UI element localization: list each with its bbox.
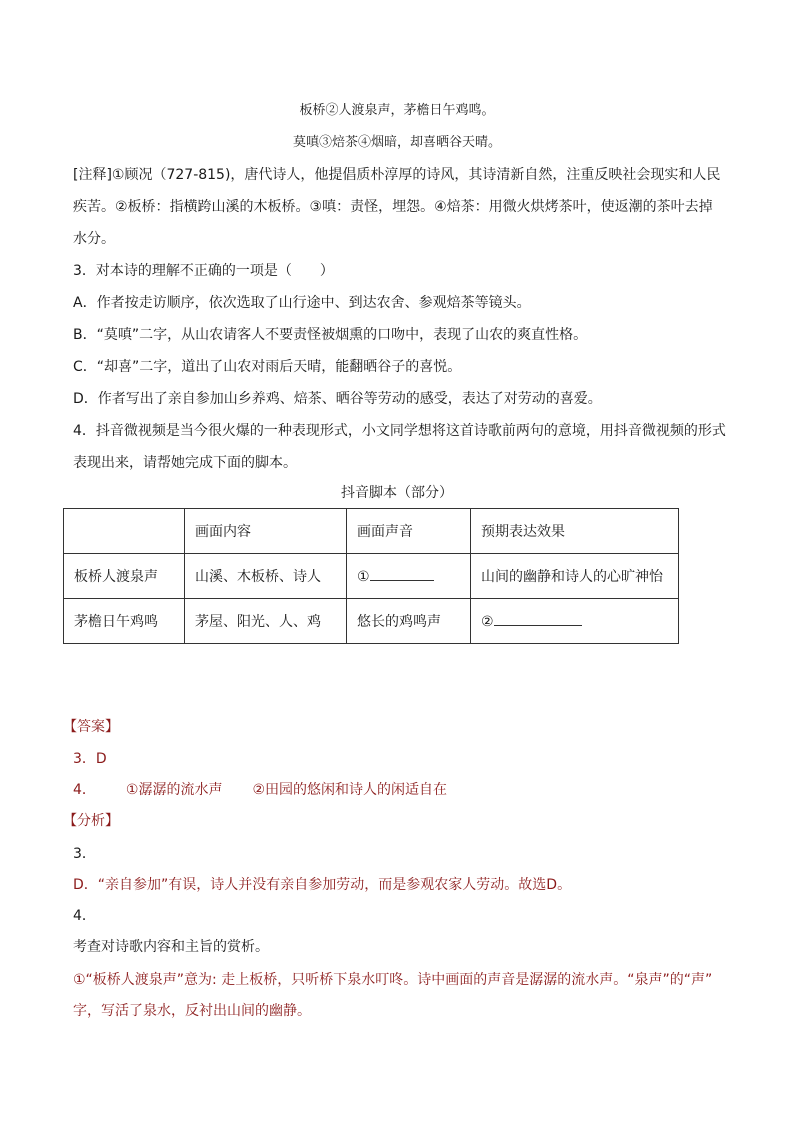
analysis-4-para-2: 字，写活了泉水，反衬出山间的幽静。 xyxy=(73,1003,311,1019)
question-3-option-c: C．“却喜”二字，道出了山农对雨后天晴，能翻晒谷子的喜悦。 xyxy=(73,359,462,375)
answer-4-part-2: ②田园的悠闲和诗人的闲适自在 xyxy=(252,782,448,798)
table-row xyxy=(64,554,679,599)
notes-line-3: 水分。 xyxy=(73,231,115,247)
cell-sound: 悠长的鸡鸣声 xyxy=(347,599,471,644)
notes-line-2: 疾苦。②板桥：指横跨山溪的木板桥。③嗔：责怪，埋怨。④焙茶：用微火烘烤茶叶，使返潮的茶叶去掉 xyxy=(73,199,713,215)
answer-3: 3．D xyxy=(73,751,107,767)
blank-marker-1: ① xyxy=(357,568,370,585)
cell-content: 茅屋、阳光、人、鸡 xyxy=(185,599,347,644)
analysis-3-number: 3． xyxy=(73,846,96,862)
analysis-4-number: 4． xyxy=(73,908,96,924)
answer-4 xyxy=(73,781,447,799)
cell-scene: 茅檐日午鸡鸣 xyxy=(64,599,185,644)
notes-line-1: [注释]①顾况（727-815)，唐代诗人，他提倡质朴淳厚的诗风，其诗清新自然，注重反映社会现实和人民 xyxy=(73,167,721,183)
poem-line-2: 莫嗔③焙茶④烟暗，却喜晒谷天晴。 xyxy=(292,135,501,150)
analysis-4-para-1: ①“板桥人渡泉声”意为: 走上板桥，只听桥下泉水叮咚。诗中画面的声音是潺潺的流水声。“泉声”的“声” xyxy=(73,972,713,988)
question-3-stem: 3．对本诗的理解不正确的一项是（ ） xyxy=(73,263,334,279)
answer-heading: 【答案】 xyxy=(63,719,119,735)
header-cell-content: 画面内容 xyxy=(185,509,347,554)
cell-effect xyxy=(471,599,679,644)
analysis-heading: 【分析】 xyxy=(63,813,119,829)
table-row xyxy=(64,599,679,644)
table-caption: 抖音脚本（部分） xyxy=(341,485,453,501)
answer-4-part-1: ①潺潺的流水声 xyxy=(125,782,223,798)
cell-content: 山溪、木板桥、诗人 xyxy=(185,554,347,599)
cell-sound xyxy=(347,554,471,599)
header-cell-effect: 预期表达效果 xyxy=(471,509,679,554)
question-4-line-1: 4．抖音微视频是当今很火爆的一种表现形式，小文同学想将这首诗歌前两句的意境，用抖音微视频的形式 xyxy=(73,423,726,439)
question-3-option-b: B．“莫嗔”二字，从山农请客人不要责怪被烟熏的口吻中，表现了山农的爽直性格。 xyxy=(73,327,588,343)
blank-marker-2: ② xyxy=(481,613,494,630)
header-cell-sound: 画面声音 xyxy=(347,509,471,554)
cell-effect: 山间的幽静和诗人的心旷神怡 xyxy=(471,554,679,599)
answer-4-number: 4． xyxy=(73,782,96,798)
table-header-row xyxy=(64,509,679,554)
question-3-option-d: D．作者写出了亲自参加山乡养鸡、焙茶、晒谷等劳动的感受，表达了对劳动的喜爱。 xyxy=(73,391,602,407)
cell-scene: 板桥人渡泉声 xyxy=(64,554,185,599)
answer-blank-1[interactable] xyxy=(370,568,434,581)
analysis-4-intro: 考查对诗歌内容和主旨的赏析。 xyxy=(73,939,269,955)
poem-line-1: 板桥②人渡泉声，茅檐日午鸡鸣。 xyxy=(299,103,495,118)
analysis-3-text: D．“亲自参加”有误，诗人并没有亲自参加劳动，而是参观农家人劳动。故选D。 xyxy=(73,877,572,893)
question-4-line-2: 表现出来，请帮她完成下面的脚本。 xyxy=(73,455,297,471)
header-cell-empty xyxy=(64,509,185,554)
question-3-option-a: A．作者按走访顺序，依次选取了山行途中、到达农舍、参观焙茶等镜头。 xyxy=(73,295,531,311)
answer-blank-2[interactable] xyxy=(494,613,582,626)
script-table xyxy=(63,508,679,644)
